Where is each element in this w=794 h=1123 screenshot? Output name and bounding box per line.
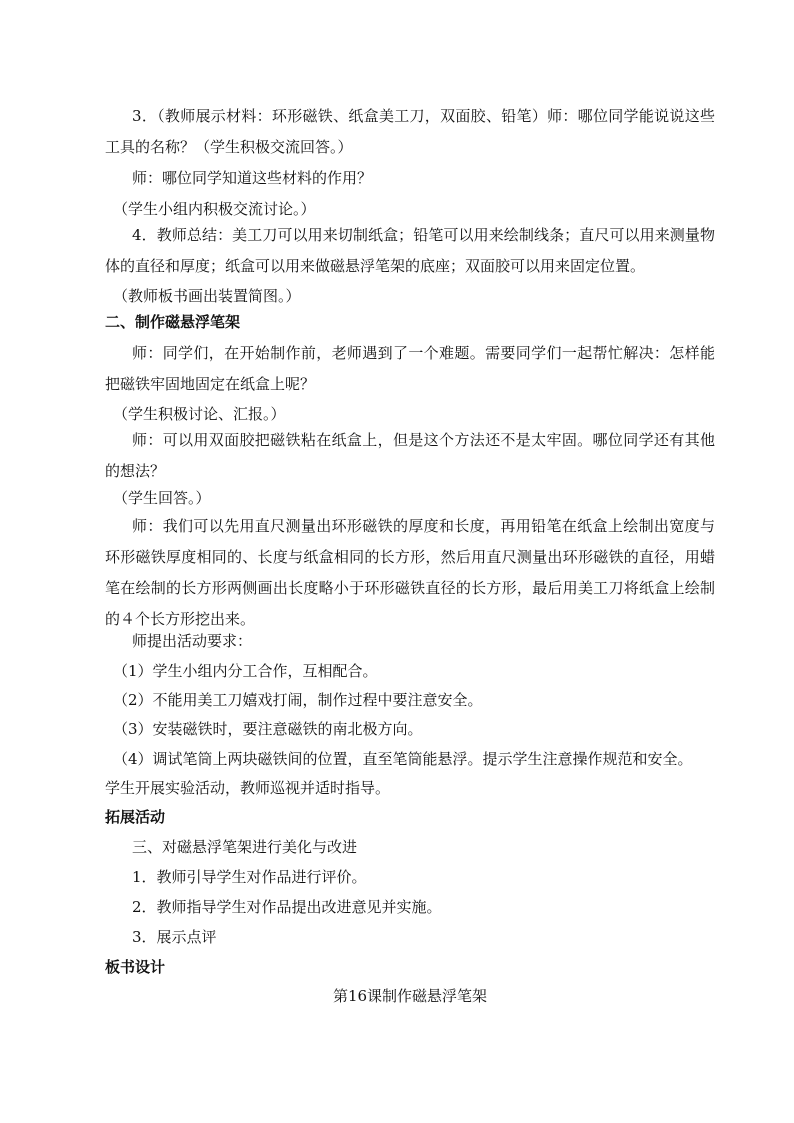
- improve-item-2: 2．教师指导学生对作品提出改进意见并实施。: [132, 898, 442, 916]
- paragraph-problem-question: 师：同学们，在开始制作前，老师遇到了一个难题。需要同学们一起帮忙解决：怎样能把磁铁牢固地固定在纸盒上呢？: [105, 344, 715, 393]
- paragraph-board-diagram: （教师板书画出装置简图。）: [113, 287, 301, 305]
- section-heading-extension: 拓展活动: [105, 808, 166, 826]
- paragraph-teacher-summary: 4．教师总结：美工刀可以用来切制纸盒；铅笔可以用来绘制线条；直尺可以用来测量物体的直径和厚度；纸盒可以用来做磁悬浮笔架的底座；双面胶可以用来固定位置。: [105, 226, 715, 275]
- section-heading-improve: 三、对磁悬浮笔架进行美化与改进: [132, 838, 358, 856]
- paragraph-teacher-question: 师：哪位同学知道这些材料的作用？: [132, 169, 373, 187]
- paragraph-method-explanation: 师：我们可以先用直尺测量出环形磁铁的厚度和长度，再用铅笔在纸盒上绘制出宽度与环形磁铁厚度相同的、长度与纸盒相同的长方形，然后用直尺测量出环形磁铁的直径，用蜡笔在绘制的长方形两侧画出长度略小于环形磁铁直径的长方形，最后用美工刀将纸盒上绘制的４个长方形挖出来。: [105, 517, 715, 628]
- paragraph-activity-requirements: 师提出活动要求：: [132, 632, 253, 650]
- section-heading-make-holder: 二、制作磁悬浮笔架: [105, 313, 241, 331]
- paragraph-student-answer: （学生回答。）: [113, 489, 211, 507]
- paragraph-student-discussion: （学生小组内积极交流讨论。）: [113, 200, 316, 218]
- paragraph-double-tape: 师：可以用双面胶把磁铁粘在纸盒上，但是这个方法还不是太牢固。哪位同学还有其他的想法？: [105, 431, 715, 480]
- paragraph-student-experiment: 学生开展实验活动，教师巡视并适时指导。: [105, 779, 391, 797]
- requirement-item-2: （2）不能用美工刀嬉戏打闹，制作过程中要注意安全。: [113, 691, 483, 709]
- board-design-title: 第16课制作磁悬浮笔架: [332, 987, 488, 1005]
- paragraph-student-report: （学生积极讨论、汇报。）: [113, 405, 286, 423]
- section-heading-board-design: 板书设计: [105, 958, 166, 976]
- improve-item-1: 1．教师引导学生对作品进行评价。: [132, 868, 367, 886]
- paragraph-materials-question: 3．（教师展示材料：环形磁铁、纸盒美工刀，双面胶、铅笔）师：哪位同学能说说这些工具的名称？（学生积极交流回答。）: [105, 107, 715, 156]
- requirement-item-1: （1）学生小组内分工合作，互相配合。: [113, 662, 378, 680]
- requirement-item-4: （4）调试笔筒上两块磁铁间的位置，直至笔筒能悬浮。提示学生注意操作规范和安全。: [113, 750, 693, 768]
- improve-item-3: 3．展示点评: [132, 928, 217, 946]
- requirement-item-3: （3）安装磁铁时，要注意磁铁的南北极方向。: [113, 720, 423, 738]
